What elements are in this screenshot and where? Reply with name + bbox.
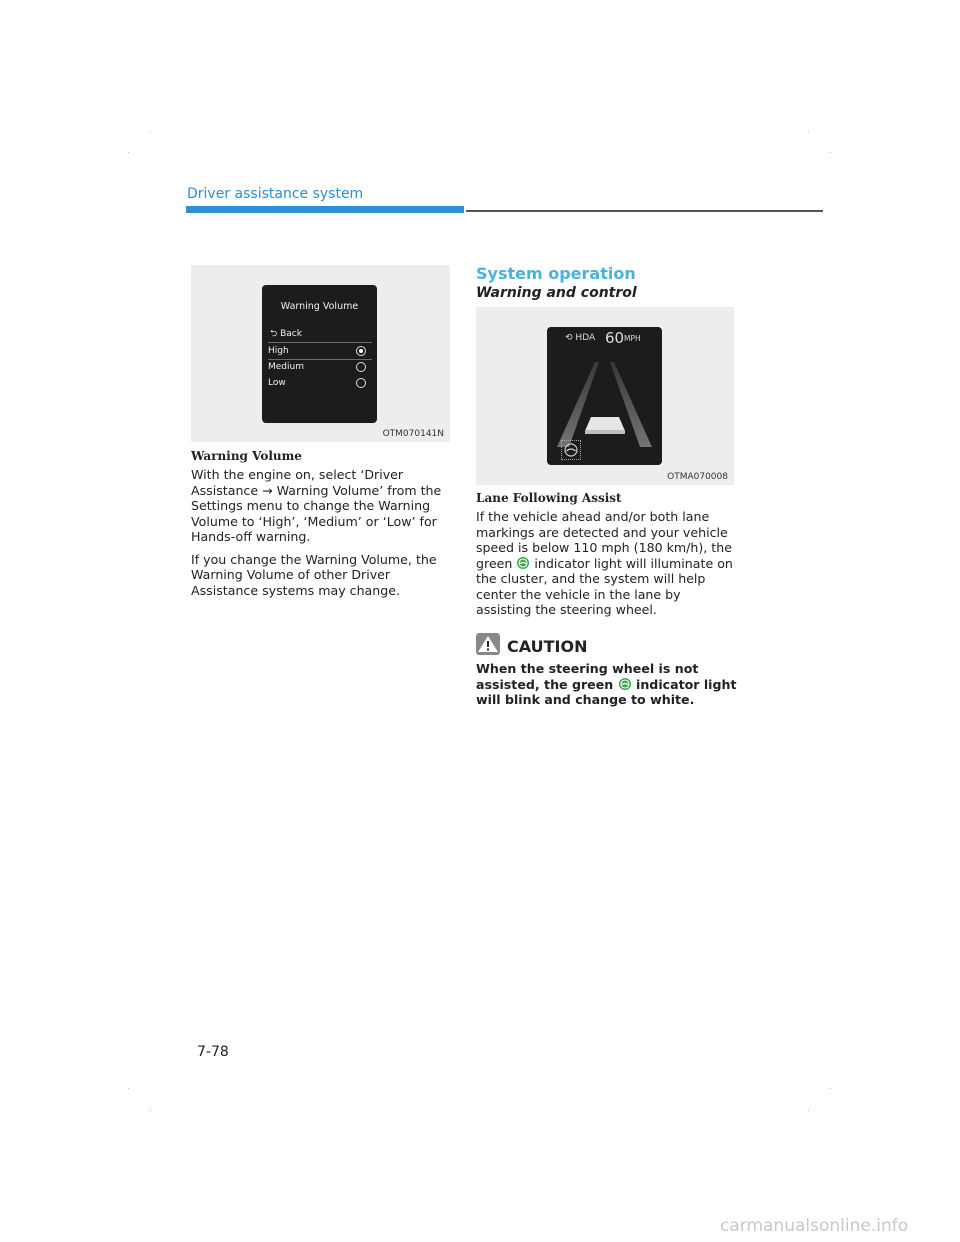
crop-mark	[128, 1088, 129, 1089]
lfa-heading: Lane Following Assist	[476, 491, 622, 505]
watermark: carmanualsonline.info	[720, 1216, 909, 1236]
section-title: System operation	[476, 264, 636, 283]
warning-volume-figure	[191, 265, 450, 442]
warning-volume-body	[191, 467, 451, 605]
radio-selected-icon	[356, 346, 366, 356]
hda-indicator	[565, 333, 595, 343]
option-label: High	[268, 346, 289, 356]
lfa-body	[476, 509, 738, 618]
caution-body	[476, 661, 746, 708]
text-run: indicator light will blink and change to white.	[476, 676, 737, 707]
warning-volume-heading: Warning Volume	[191, 449, 302, 463]
text-run: indicator light will illuminate on the cluster, and the system will help center the vehicle in the lane by assisting the steering wheel.	[476, 555, 733, 617]
cluster-screen	[547, 327, 662, 465]
speed-value: 60	[605, 329, 625, 347]
cluster-figure	[476, 307, 734, 485]
crop-mark	[150, 1110, 151, 1111]
radio-icon	[356, 362, 366, 372]
hda-steering-icon: ⟲	[565, 333, 573, 343]
radio-icon	[356, 378, 366, 388]
page-number: 7-78	[197, 1044, 229, 1060]
caution-block	[476, 633, 500, 659]
figure-code: OTMA070008	[667, 472, 728, 482]
hda-label: HDA	[575, 333, 596, 343]
figure-code: OTM070141N	[382, 429, 444, 439]
speed-unit: MPH	[624, 334, 641, 343]
crop-mark	[830, 1088, 831, 1089]
lane-following-green-icon	[618, 677, 632, 691]
paragraph: With the engine on, select ‘Driver Assistance → Warning Volume’ from the Settings menu to change the Warning Volume to ‘High’, ‘Medium’ or ‘Low’ for Hands-off warning.	[191, 467, 442, 544]
paragraph: If you change the Warning Volume, the Warning Volume of other Driver Assistance systems may change.	[191, 551, 437, 598]
lane-following-indicator	[561, 440, 581, 460]
crop-mark	[808, 131, 809, 132]
warning-triangle-icon	[476, 633, 500, 655]
option-low	[268, 375, 372, 391]
menu-title: Warning Volume	[280, 301, 359, 312]
back-arrow-icon: ⮌	[270, 329, 278, 339]
option-medium	[268, 359, 372, 375]
lane-following-green-icon	[516, 556, 530, 570]
back-label: Back	[280, 329, 302, 339]
steering-wheel-icon	[562, 441, 580, 459]
option-label: Low	[268, 378, 286, 388]
settings-screen	[262, 285, 377, 423]
crop-mark	[150, 131, 151, 132]
option-label: Medium	[268, 362, 304, 372]
crop-mark	[808, 1110, 809, 1111]
header-rule-accent	[186, 206, 464, 213]
section-subtitle: Warning and control	[476, 285, 637, 301]
back-row	[270, 326, 302, 342]
text-run: When the steering wheel is not assisted, the green	[476, 661, 699, 692]
crop-mark	[128, 152, 129, 153]
header-rule	[466, 210, 823, 212]
option-high	[268, 342, 372, 360]
text-run: If the vehicle ahead and/or both lane markings are detected and your vehicle speed is below 110 mph (180 km/h), the green	[476, 509, 732, 571]
section-header: Driver assistance system	[187, 186, 364, 202]
caution-title: CAUTION	[507, 637, 588, 656]
crop-mark	[830, 152, 831, 153]
